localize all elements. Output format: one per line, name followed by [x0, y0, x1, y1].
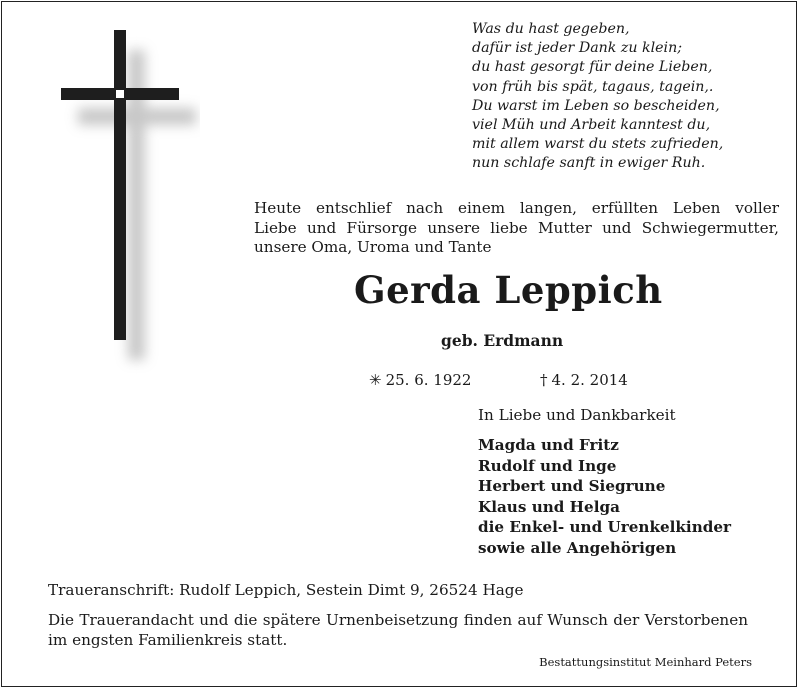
poem-line: du hast gesorgt für deine Lieben,	[472, 59, 713, 76]
intro-line: Heute entschlief nach einem langen, erfüllten Leben voller	[254, 199, 779, 217]
death-date-line	[540, 371, 628, 389]
poem-line: Was du hast gegeben,	[472, 21, 630, 37]
dedication-text: In Liebe und Dankbarkeit	[478, 406, 676, 424]
notice-line: im engsten Familienkreis statt.	[48, 630, 288, 649]
intro-line: unsere Oma, Uroma und Tante	[254, 238, 492, 257]
poem-line: von früh bis spät, tagaus, tagein,.	[472, 78, 714, 95]
poem-line: mit allem warst du stets zufrieden,	[472, 136, 724, 153]
birth-star-icon: ✳	[369, 371, 382, 389]
mourners-list	[478, 435, 731, 558]
funeral-home-credit: Bestattungsinstitut Meinhard Peters	[539, 655, 752, 669]
ceremony-notice	[48, 611, 748, 651]
mourner-entry: Herbert und Siegrune	[478, 477, 666, 495]
poem-line: dafür ist jeder Dank zu klein;	[472, 40, 682, 57]
deceased-name: Gerda Leppich	[354, 268, 663, 312]
poem-line: viel Müh und Arbeit kanntest du,	[472, 117, 711, 134]
death-dagger-icon: †	[540, 371, 548, 389]
intro-line: Liebe und Fürsorge unsere liebe Mutter und Schwiegermutter,	[254, 218, 779, 237]
mourning-address: Traueranschrift: Rudolf Leppich, Sestein Dimt 9, 26524 Hage	[48, 581, 524, 599]
mourner-entry: Klaus und Helga	[478, 497, 620, 516]
mourner-entry: Rudolf und Inge	[478, 456, 617, 475]
notice-line: Die Trauerandacht und die spätere Urnenbeisetzung finden auf Wunsch der Verstorbenen	[48, 611, 748, 629]
mourner-entry: die Enkel- und Urenkelkinder	[478, 518, 732, 536]
birth-date-line	[369, 371, 471, 389]
mourner-entry: Magda und Fritz	[478, 436, 619, 454]
announcement-intro	[254, 199, 779, 258]
maiden-name: geb. Erdmann	[441, 331, 564, 350]
memorial-poem	[472, 20, 723, 174]
birth-date: 25. 6. 1922	[385, 371, 472, 389]
mourner-entry: sowie alle Angehörigen	[478, 538, 677, 557]
poem-line: nun schlafe sanft in ewiger Ruh.	[472, 155, 706, 172]
death-date: 4. 2. 2014	[551, 371, 628, 389]
poem-line: Du warst im Leben so bescheiden,	[472, 97, 720, 114]
cross-icon	[0, 0, 200, 380]
